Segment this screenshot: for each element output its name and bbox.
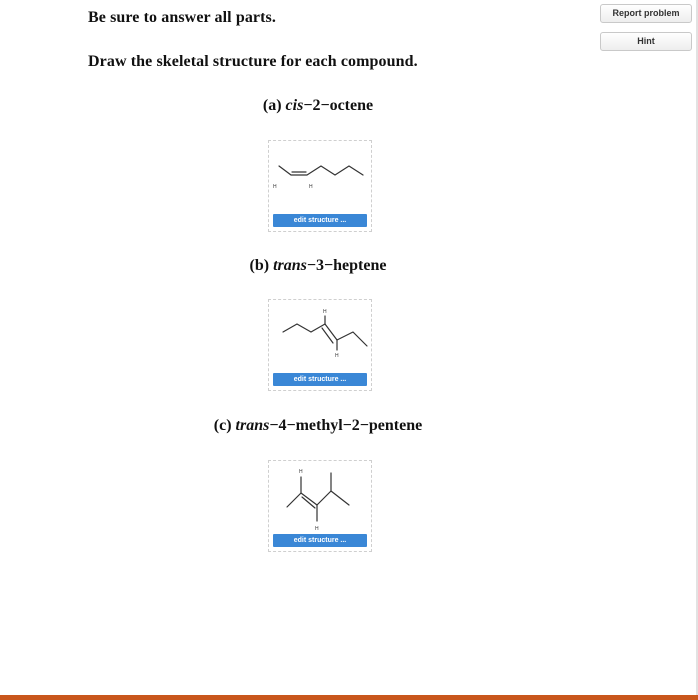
answer-all-parts-instruction: Be sure to answer all parts.	[88, 9, 276, 26]
part-a-letter: (a)	[262, 97, 282, 114]
part-a-h-label-left: H	[273, 184, 277, 190]
draw-structure-instruction: Draw the skeletal structure for each compound.	[88, 53, 418, 70]
part-a-carbon-chain	[279, 166, 363, 175]
part-b-h-label-bottom: H	[335, 353, 339, 359]
part-a-name: −2−octene	[303, 97, 374, 114]
part-c-structure-canvas[interactable]	[268, 460, 372, 552]
part-b-h-label-top: H	[323, 309, 327, 315]
part-c-title	[0, 417, 636, 435]
part-c-edit-structure-button[interactable]: edit structure ...	[273, 534, 367, 547]
part-c-name: −4−methyl−2−pentene	[269, 417, 423, 434]
part-c-letter: (c)	[213, 417, 232, 434]
part-b-name: −3−heptene	[306, 257, 387, 274]
report-problem-button[interactable]: Report problem	[600, 4, 692, 23]
part-a-edit-structure-button[interactable]: edit structure ...	[273, 214, 367, 227]
part-b-letter: (b)	[249, 257, 270, 274]
part-a-structure-canvas[interactable]	[268, 140, 372, 232]
part-a-h-label-right: H	[309, 184, 313, 190]
part-b-double-bond-line	[322, 328, 333, 343]
part-c-prefix: trans	[235, 417, 270, 434]
part-b-structure-canvas[interactable]	[268, 299, 372, 391]
part-a-title	[0, 97, 636, 115]
part-b-edit-structure-button[interactable]: edit structure ...	[273, 373, 367, 386]
part-b-carbon-chain	[283, 324, 367, 346]
part-a-prefix: cis	[285, 97, 304, 114]
part-b-prefix: trans	[273, 257, 307, 274]
hint-button[interactable]: Hint	[600, 32, 692, 51]
part-c-h-label-top: H	[299, 469, 303, 475]
part-c-carbon-chain	[287, 491, 349, 507]
bottom-accent-bar	[0, 695, 698, 700]
part-c-h-label-bottom: H	[315, 526, 319, 532]
part-b-title	[0, 257, 636, 275]
